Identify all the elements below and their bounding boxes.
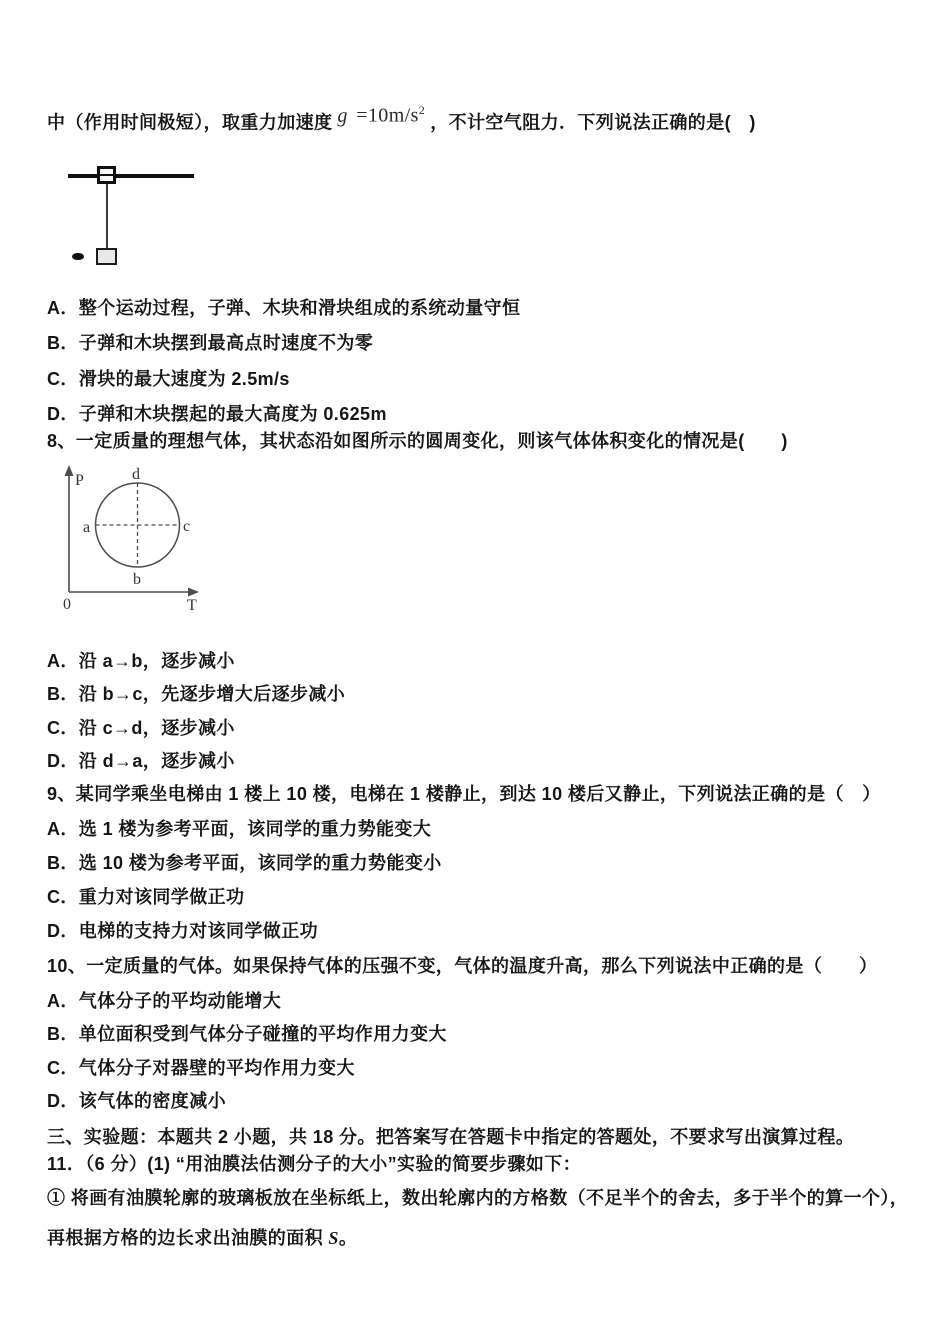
point-b-label: b — [133, 571, 141, 588]
pressure-axis-label: P — [75, 472, 84, 489]
y-axis-arrow — [65, 465, 74, 476]
q9-stem: 9、某同学乘坐电梯由 1 楼上 10 楼，电梯在 1 楼静止，到达 10 楼后又静止，下列说法正确的是（ ） — [47, 784, 881, 804]
q9-option-a: A．选 1 楼为参考平面，该同学的重力势能变大 — [47, 819, 432, 839]
q10-option-b: B．单位面积受到气体分子碰撞的平均作用力变大 — [47, 1024, 447, 1044]
q11-stem: 11．（6 分）(1) “用油膜法估测分子的大小”实验的简要步骤如下： — [47, 1154, 582, 1174]
point-a-label: a — [83, 519, 91, 536]
q9-option-b: B．选 10 楼为参考平面，该同学的重力势能变小 — [47, 853, 442, 873]
pt-circle-diagram — [58, 462, 213, 614]
slider-on-rail — [97, 166, 116, 184]
q11-step1-period: 。 — [338, 1228, 358, 1248]
pendulum-figure — [68, 166, 194, 266]
q7-intro-before: 中（作用时间极短），取重力加速度 — [47, 112, 333, 133]
q8-option-b: B．沿 b→c，先逐步增大后逐步减小 — [47, 684, 346, 704]
q8-option-a: A．沿 a→b，逐步减小 — [47, 651, 235, 671]
q7-option-b: B．子弹和木块摆到最高点时速度不为零 — [47, 333, 374, 353]
q10-option-a: A．气体分子的平均动能增大 — [47, 991, 282, 1011]
q8-option-c: C．沿 c→d，逐步减小 — [47, 718, 235, 738]
q7-stem-continuation — [47, 103, 756, 134]
wood-block — [96, 248, 117, 265]
q7-intro-after: ，不计空气阻力．下列说法正确的是( ) — [430, 112, 756, 133]
point-c-label: c — [183, 518, 191, 535]
q8-stem: 8、一定质量的理想气体，其状态沿如图所示的圆周变化，则该气体体积变化的情况是( ) — [47, 431, 788, 451]
q8-option-d: D．沿 d→a，逐步减小 — [47, 751, 235, 771]
q10-option-d: D．该气体的密度减小 — [47, 1091, 226, 1111]
q7-option-c: C．滑块的最大速度为 2.5m/s — [47, 369, 290, 389]
q7-option-a: A．整个运动过程，子弹、木块和滑块组成的系统动量守恒 — [47, 298, 521, 318]
origin-label: 0 — [63, 596, 71, 613]
pendulum-string — [106, 184, 108, 248]
area-variable: S — [328, 1228, 339, 1248]
section-3-header: 三、实验题：本题共 2 小题，共 18 分。把答案写在答题卡中指定的答题处，不要求写出演算过程。 — [47, 1127, 855, 1147]
q10-stem: 10、一定质量的气体。如果保持气体的压强不变，气体的温度升高，那么下列说法中正确的是（ ） — [47, 956, 878, 976]
bullet — [72, 253, 84, 260]
gravity-acceleration-formula — [337, 99, 425, 127]
point-d-label: d — [132, 466, 140, 483]
x-axis-arrow — [188, 588, 199, 597]
formula-superscript: 2 — [418, 103, 426, 117]
formula-body: =10m/s — [350, 104, 419, 127]
rail-line — [68, 174, 194, 178]
q7-option-d: D．子弹和木块摆起的最大高度为 0.625m — [47, 404, 387, 424]
q9-option-d: D．电梯的支持力对该同学做正功 — [47, 921, 318, 941]
temperature-axis-label: T — [187, 597, 197, 614]
q9-option-c: C．重力对该同学做正功 — [47, 887, 245, 907]
q10-option-c: C．气体分子对器壁的平均作用力变大 — [47, 1058, 355, 1078]
q11-step1-text: ① 将画有油膜轮廓的玻璃板放在坐标纸上，数出轮廓内的方格数（不足半个的舍去，多于半个的算一个），再根据方格的边长求出油膜的面积 — [47, 1188, 909, 1248]
formula-variable: g — [337, 104, 348, 127]
q11-step-1 — [47, 1178, 919, 1258]
